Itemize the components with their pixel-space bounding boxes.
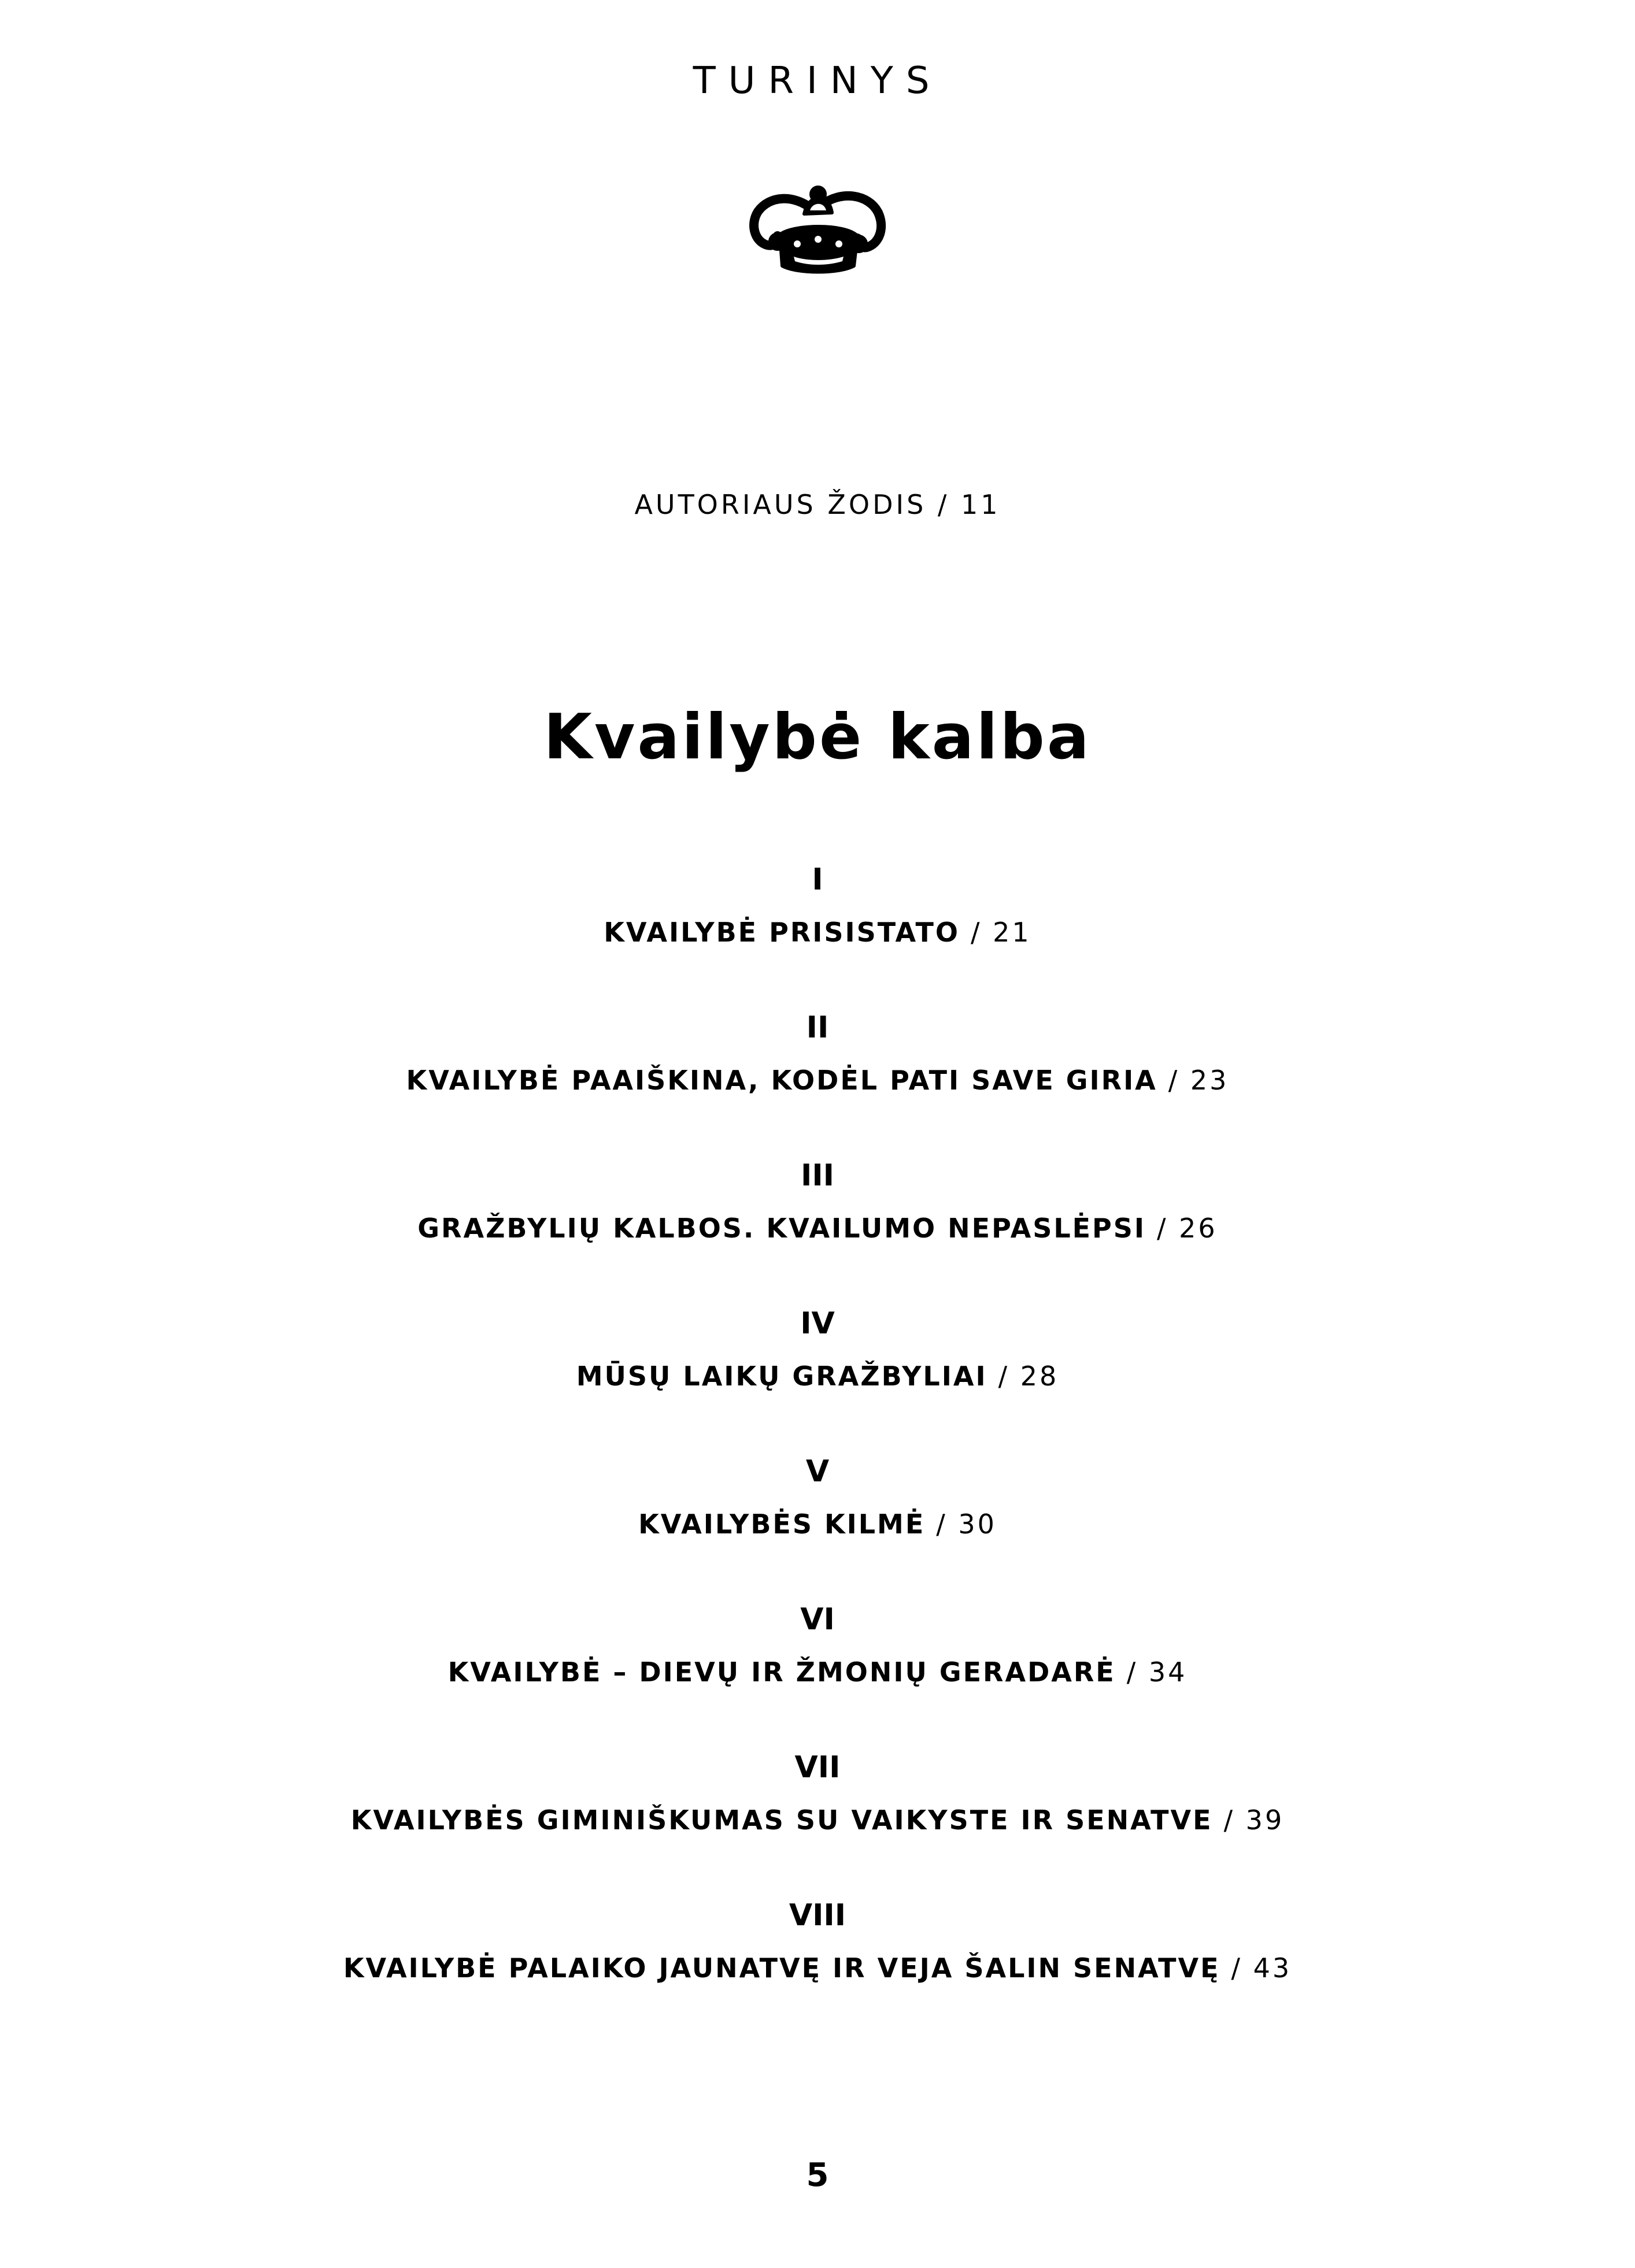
chapter-title: MŪSŲ LAIKŲ GRAŽBYLIAI xyxy=(576,1361,987,1392)
toc-chapter xyxy=(0,1900,1635,2048)
chapter-title: KVAILYBĖ PALAIKO JAUNATVĘ IR VEJA ŠALIN SENATVĘ xyxy=(343,1952,1220,1984)
section-title: Kvailybė kalba xyxy=(543,701,1092,773)
chapter-numeral: II xyxy=(806,1010,829,1045)
toc-chapter xyxy=(0,1454,1635,1604)
chapter-page-ref: / 30 xyxy=(936,1509,997,1540)
chapter-numeral: VI xyxy=(800,1602,835,1637)
chapter-title: KVAILYBĖS KILMĖ xyxy=(638,1509,926,1540)
chapter-numeral: IV xyxy=(800,1306,835,1341)
chapter-numeral: V xyxy=(805,1454,830,1489)
chapter-title: KVAILYBĖS GIMINIŠKUMAS SU VAIKYSTE IR SENATVE xyxy=(350,1804,1213,1836)
jester-cap-icon xyxy=(744,179,891,277)
table-of-contents xyxy=(0,862,1635,2048)
chapter-title: GRAŽBYLIŲ KALBOS. KVAILUMO NEPASLĖPSI xyxy=(417,1213,1146,1244)
chapter-page-ref: / 39 xyxy=(1223,1804,1285,1836)
toc-chapter xyxy=(0,1306,1635,1457)
page-number: 5 xyxy=(806,2156,829,2194)
chapter-entry xyxy=(0,1067,1635,1094)
chapter-numeral: VII xyxy=(794,1750,841,1785)
chapter-page-ref: / 34 xyxy=(1126,1656,1188,1688)
chapter-entry xyxy=(0,1215,1635,1242)
chapter-title: KVAILYBĖ – DIEVŲ IR ŽMONIŲ GERADARĖ xyxy=(447,1656,1116,1688)
chapter-page-ref: / 21 xyxy=(971,917,1031,948)
chapter-title: KVAILYBĖ PRISISTATO xyxy=(604,917,960,948)
author-note-page-ref: / 11 xyxy=(937,489,1001,520)
chapter-numeral: I xyxy=(812,862,823,897)
chapter-entry xyxy=(0,1656,1635,1688)
toc-chapter xyxy=(0,1010,1635,1161)
toc-chapter xyxy=(0,1604,1635,1752)
chapter-entry xyxy=(0,919,1635,946)
chapter-entry xyxy=(0,1361,1635,1392)
chapter-title: KVAILYBĖ PAAIŠKINA, KODĖL PATI SAVE GIRIA xyxy=(406,1065,1157,1096)
toc-chapter xyxy=(0,862,1635,1013)
chapter-page-ref: / 28 xyxy=(998,1361,1059,1392)
author-note-label: AUTORIAUS ŽODIS xyxy=(634,489,927,520)
chapter-entry xyxy=(0,1804,1635,1836)
chapter-numeral: III xyxy=(800,1158,835,1193)
chapter-numeral: VIII xyxy=(789,1898,846,1933)
chapter-page-ref: / 43 xyxy=(1231,1952,1292,1984)
author-note xyxy=(0,491,1635,518)
toc-chapter xyxy=(0,1752,1635,1900)
toc-chapter xyxy=(0,1158,1635,1309)
chapter-entry xyxy=(0,1952,1635,1984)
chapter-page-ref: / 26 xyxy=(1157,1213,1218,1244)
chapter-page-ref: / 23 xyxy=(1168,1065,1229,1096)
chapter-entry xyxy=(0,1509,1635,1540)
page-heading: TURINYS xyxy=(693,60,942,102)
